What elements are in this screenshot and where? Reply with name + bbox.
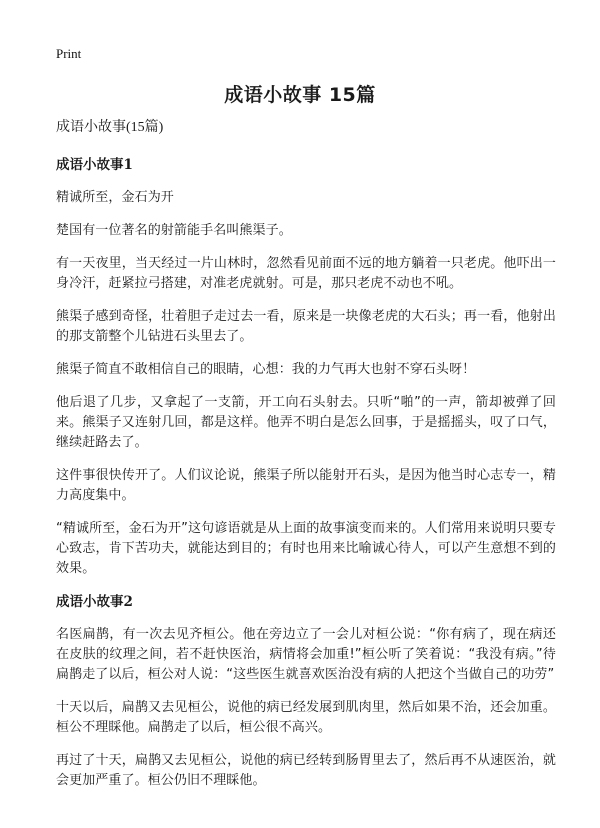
story-paragraph: 熊渠子简直不敢相信自己的眼睛，心想：我的力气再大也射不穿石头呀！: [56, 362, 476, 377]
document-subtitle: 成语小故事(15篇): [56, 120, 164, 135]
story-paragraph: 精诚所至，金石为开: [56, 190, 174, 205]
story-paragraph: 再过了十天，扁鹊又去见桓公，说他的病已经转到肠胃里去了，然后再不从速医治，就会更加严重了。桓公仍旧不理睬他。: [56, 753, 556, 788]
story-paragraph: 十天以后，扁鹊又去见桓公，说他的病已经发展到肌肉里，然后如果不治，还会加重。桓公不理睬他。扁鹊走了以后，桓公很不高兴。: [56, 700, 556, 735]
story-paragraph: 有一天夜里，当天经过一片山林时，忽然看见前面不远的地方躺着一只老虎。他吓出一身冷汗，赶紧拉弓搭建，对准老虎就射。可是，那只老虎不动也不吼。: [56, 256, 556, 291]
document-title: 成语小故事 15篇: [224, 84, 376, 106]
story-paragraph: 他后退了几步，又拿起了一支箭，开工向石头射去。只听“啪”的一声，箭却被弹了回来。熊渠子又连射几回，都是这样。他弄不明白是怎么回事，于是摇摇头，叹了口气，继续赶路去了。: [56, 395, 556, 450]
document-body: [56, 118, 556, 804]
story-paragraph: “精诚所至，金石为开”这句谚语就是从上面的故事演变而来的。人们常用来说明只要专心致志，肯下苦功夫，就能达到目的；有时也用来比喻诚心待人，可以产生意想不到的效果。: [56, 521, 556, 576]
section-heading-1: 成语小故事1: [56, 157, 133, 173]
story-paragraph: 这件事很快传开了。人们议论说，熊渠子所以能射开石头，是因为他当时心志专一，精力高度集中。: [56, 468, 556, 503]
section-heading-2: 成语小故事2: [56, 594, 133, 610]
story-paragraph: 楚国有一位著名的射箭能手名叫熊渠子。: [56, 223, 292, 238]
story-paragraph: 熊渠子感到奇怪，壮着胆子走过去一看，原来是一块像老虎的大石头；再一看，他射出的那支箭整个儿钻进石头里去了。: [56, 309, 556, 344]
print-link[interactable]: Print: [56, 46, 82, 61]
story-paragraph: 名医扁鹊，有一次去见齐桓公。他在旁边立了一会儿对桓公说：“你有病了，现在病还在皮肤的纹理之间，若不赶快医治，病情将会加重!”桓公听了笑着说：“我没有病。”待扁鹊走了以后，桓公对人说：“这些医生就喜欢医治没有病的人把这个当做自己的功劳”: [56, 627, 556, 682]
